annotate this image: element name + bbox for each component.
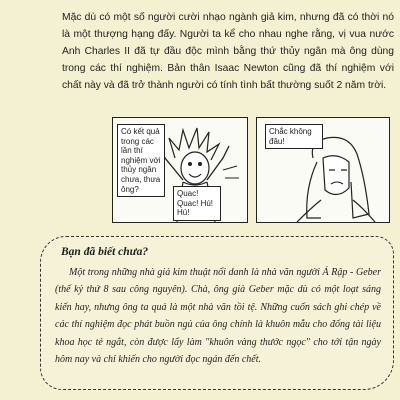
cartoon-strip: [112, 117, 392, 225]
speech-bubble-reply: Quac! Quac! Hú! Hú!: [173, 186, 221, 221]
cartoon-panel-left: [112, 117, 248, 223]
speech-bubble-doubt: Chắc không đâu!: [265, 124, 323, 149]
cartoon-panel-right: [256, 117, 390, 223]
intro-paragraph: Mặc dù có một số người cười nhạo ngành giả kim, nhưng đã có thời nó là một thượng hạng đấy. Người ta kể cho nhau nghe rằng, vị vua nước Anh Charles II đã tự đầu độc mình bằng thứ thủy ngân mà ông dùng trong các thí nghiệm. Bản thân Isaac Newton cũng đã thí nghiệm với chất này và đã trở thành người có tính tình bất thường suốt 2 năm trời.: [62, 12, 394, 91]
speech-bubble-question: Có kết quả trong các lần thí nghiệm với thủy ngân chưa, thưa ông?: [117, 124, 165, 197]
info-box-body: Một trong những nhà giả kim thuật nổi danh là nhà văn người Ả Rập - Geber (thế kỷ thứ 8 sau công nguyên). Chà, ông già Geber mặc dù có một loạt sáng kiến hay, nhưng ông ta quả là một nhà văn tồi tệ. Những cuốn sách ghi chép về các thí nghiệm đọc phát buồn ngủ của ông chính là khuôn mẫu cho đống tài liệu khoa học tẻ ngắt, còn được lấy làm "khuôn vàng thước ngọc" cho tới tận ngày hôm nay và chỉ khiến cho người đọc ngán đến chết.: [55, 267, 381, 366]
info-box-title: Bạn đã biết chưa?: [61, 246, 149, 258]
did-you-know-box: [40, 236, 394, 390]
